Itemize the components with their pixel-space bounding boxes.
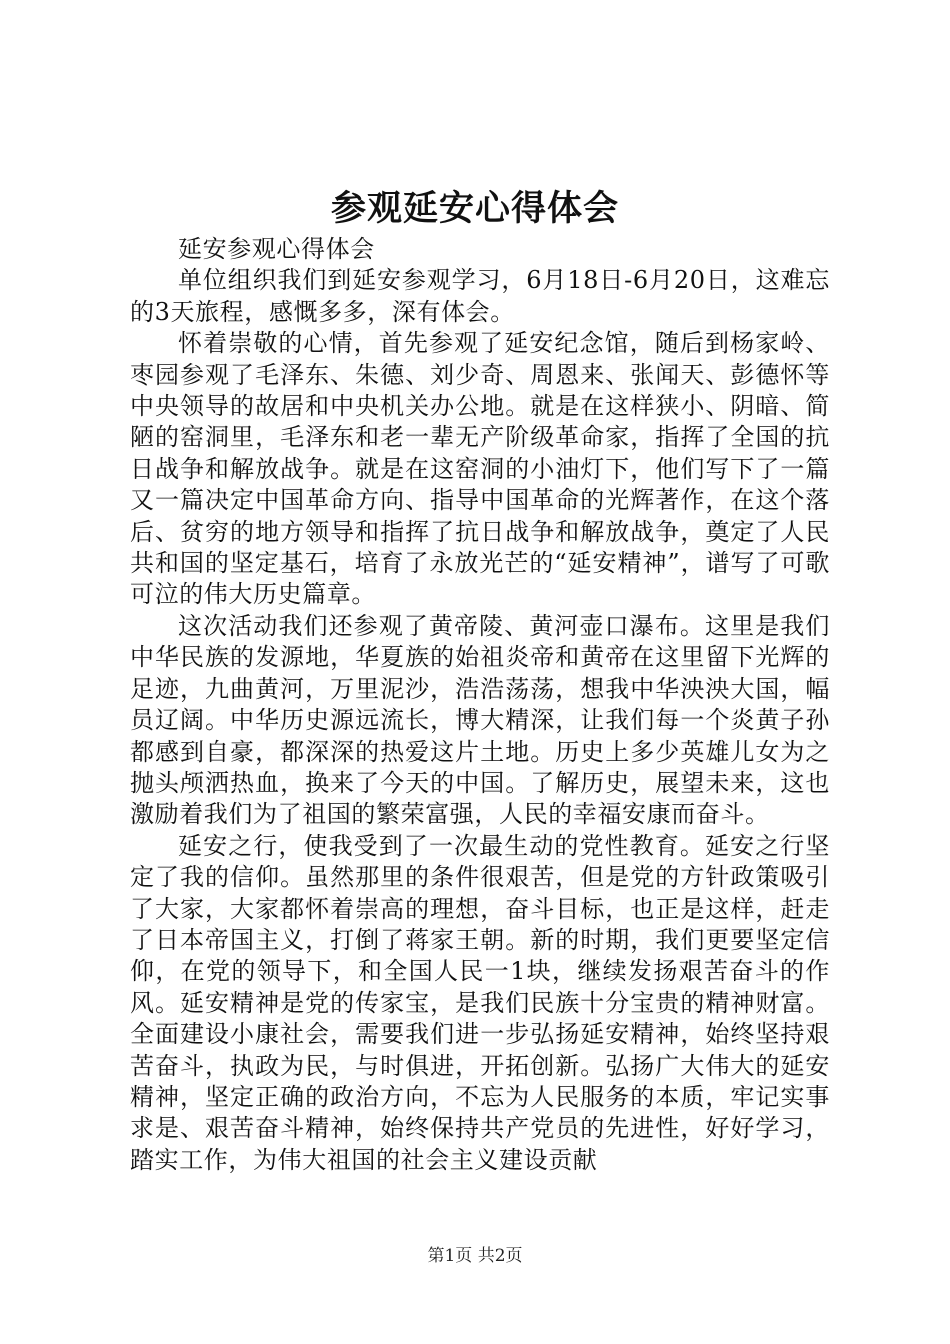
page-number-footer: 第1页 共2页: [427, 1246, 523, 1266]
paragraph-memorial-visit: 怀着崇敬的心情，首先参观了延安纪念馆，随后到杨家岭、枣园参观了毛泽东、朱德、刘少奇、周恩来、张闻天、彭德怀等中央领导的故居和中央机关办公地。就是在这样狭小、阴暗、简陋的窑洞里，毛泽东和老一辈无产阶级革命家，指挥了全国的抗日战争和解放战争。就是在这窑洞的小油灯下，他们写下了一篇又一篇决定中国革命方向、指导中国革命的光辉著作，在这个落后、贫穷的地方领导和指挥了抗日战争和解放战争，奠定了人民共和国的坚定基石，培育了永放光芒的“延安精神”，谱写了可歌可泣的伟大历史篇章。: [130, 329, 830, 609]
paragraph-subtitle: 延安参观心得体会: [178, 235, 375, 263]
paragraph-yellow-emperor: 这次活动我们还参观了黄帝陵、黄河壶口瀑布。这里是我们中华民族的发源地，华夏族的始祖炎帝和黄帝在这里留下光辉的足迹，九曲黄河，万里泥沙，浩浩荡荡，想我中华泱泱大国，幅员辽阔。中华历史源远流长，博大精深，让我们每一个炎黄子孙都感到自豪，都深深的热爱这片土地。历史上多少英雄儿女为之抛头颅洒热血，换来了今天的中国。了解历史，展望未来，这也激励着我们为了祖国的繁荣富强，人民的幸福安康而奋斗。: [130, 611, 830, 829]
paragraph-intro: 单位组织我们到延安参观学习，6月18日-6月20日，这难忘的3天旅程，感慨多多，深有体会。: [130, 266, 830, 326]
document-body: [130, 234, 830, 1176]
paragraph-party-education: 延安之行，使我受到了一次最生动的党性教育。延安之行坚定了我的信仰。虽然那里的条件很艰苦，但是党的方针政策吸引了大家，大家都怀着崇高的理想，奋斗目标，也正是这样，赶走了日本帝国主义，打倒了蒋家王朝。新的时期，我们更要坚定信仰，在党的领导下，和全国人民一1块，继续发扬艰苦奋斗的作风。延安精神是党的传家宝，是我们民族十分宝贵的精神财富。全面建设小康社会，需要我们进一步弘扬延安精神，始终坚持艰苦奋斗，执政为民，与时俱进，开拓创新。弘扬广大伟大的延安精神，坚定正确的政治方向，不忘为人民服务的本质，牢记实事求是、艰苦奋斗精神，始终保持共产党员的先进性，好好学习，踏实工作，为伟大祖国的社会主义建设贡献: [130, 831, 830, 1174]
document-title: 参观延安心得体会: [330, 188, 619, 229]
